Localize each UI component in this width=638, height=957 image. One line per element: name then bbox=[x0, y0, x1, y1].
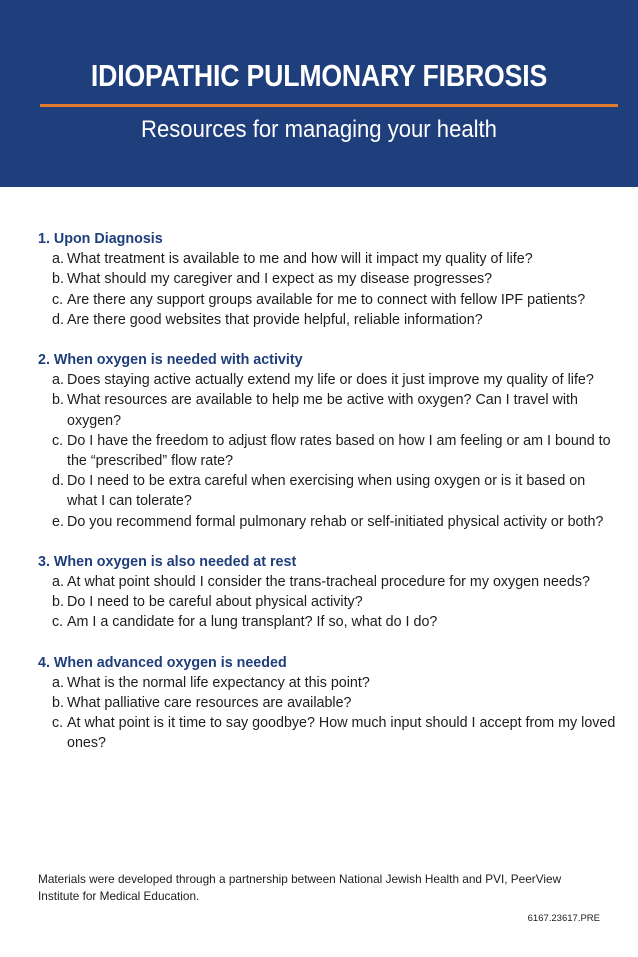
question-letter: c. bbox=[52, 614, 64, 631]
question-letter: a. bbox=[52, 251, 64, 268]
question-text: Are there any support groups available for me to connect with fellow IPF patients? bbox=[67, 291, 586, 308]
question-item bbox=[38, 612, 618, 632]
section-4 bbox=[38, 653, 618, 754]
section-heading: 3. When oxygen is also needed at rest bbox=[38, 553, 297, 570]
question-item bbox=[38, 471, 618, 511]
question-text: Do I have the freedom to adjust flow rates based on how I am feeling or am I bound to the “prescribed” flow rate? bbox=[67, 432, 611, 470]
question-text: Does staying active actually extend my life or does it just improve my quality of life? bbox=[67, 372, 594, 389]
question-item bbox=[38, 269, 618, 289]
question-text: What resources are available to help me be active with oxygen? Can I travel with oxygen? bbox=[67, 392, 578, 429]
question-letter: b. bbox=[52, 695, 64, 712]
question-letter: a. bbox=[52, 674, 64, 691]
question-text: Are there good websites that provide helpful, reliable information? bbox=[67, 311, 483, 328]
document-code: 6167.23617.PRE bbox=[527, 913, 600, 924]
question-item bbox=[38, 249, 618, 269]
section-heading: 1. Upon Diagnosis bbox=[38, 231, 163, 247]
question-item bbox=[38, 290, 618, 310]
question-letter: c. bbox=[52, 715, 64, 732]
question-item bbox=[38, 693, 618, 713]
question-letter: b. bbox=[52, 271, 64, 288]
section-heading: 2. When oxygen is needed with activity bbox=[38, 352, 303, 369]
question-item bbox=[38, 512, 618, 532]
question-list bbox=[38, 229, 618, 774]
page-title: IDIOPATHIC PULMONARY FIBROSIS bbox=[90, 58, 548, 93]
question-letter: a. bbox=[52, 574, 64, 591]
section-heading: 4. When advanced oxygen is needed bbox=[38, 654, 287, 671]
question-letter: d. bbox=[52, 473, 64, 490]
question-item bbox=[38, 592, 618, 612]
section-2 bbox=[38, 350, 618, 532]
section-3 bbox=[38, 552, 618, 633]
question-item bbox=[38, 572, 618, 592]
question-letter: a. bbox=[52, 372, 64, 389]
question-item bbox=[38, 673, 618, 693]
question-item bbox=[38, 713, 618, 753]
question-text: What is the normal life expectancy at this point? bbox=[67, 674, 370, 691]
header-banner bbox=[0, 0, 638, 187]
question-letter: b. bbox=[52, 594, 64, 611]
question-text: Do I need to be extra careful when exercising when using oxygen or is it based on what I can tolerate? bbox=[67, 473, 586, 510]
question-text: What should my caregiver and I expect as my disease progresses? bbox=[67, 271, 493, 288]
question-item bbox=[38, 431, 618, 471]
question-item bbox=[38, 370, 618, 390]
orange-divider bbox=[40, 104, 618, 107]
question-letter: d. bbox=[52, 311, 64, 328]
footer-note: Materials were developed through a partnership between National Jewish Health and PVI, PeerView Institute for Medical Education. bbox=[38, 872, 562, 903]
question-text: What palliative care resources are available? bbox=[67, 695, 352, 712]
question-text: Do you recommend formal pulmonary rehab or self-initiated physical activity or both? bbox=[67, 513, 604, 530]
question-text: What treatment is available to me and how will it impact my quality of life? bbox=[67, 251, 533, 268]
question-letter: e. bbox=[52, 513, 64, 530]
page-subtitle: Resources for managing your health bbox=[141, 116, 497, 143]
question-text: At what point is it time to say goodbye? How much input should I accept from my loved ones? bbox=[67, 715, 616, 752]
question-letter: c. bbox=[52, 291, 64, 308]
question-letter: c. bbox=[52, 432, 64, 449]
question-item bbox=[38, 390, 618, 430]
question-text: Do I need to be careful about physical activity? bbox=[67, 594, 363, 611]
question-letter: b. bbox=[52, 392, 64, 409]
question-text: At what point should I consider the trans-tracheal procedure for my oxygen needs? bbox=[67, 574, 590, 591]
section-1 bbox=[38, 229, 618, 330]
question-item bbox=[38, 310, 618, 330]
question-text: Am I a candidate for a lung transplant? If so, what do I do? bbox=[67, 614, 438, 631]
